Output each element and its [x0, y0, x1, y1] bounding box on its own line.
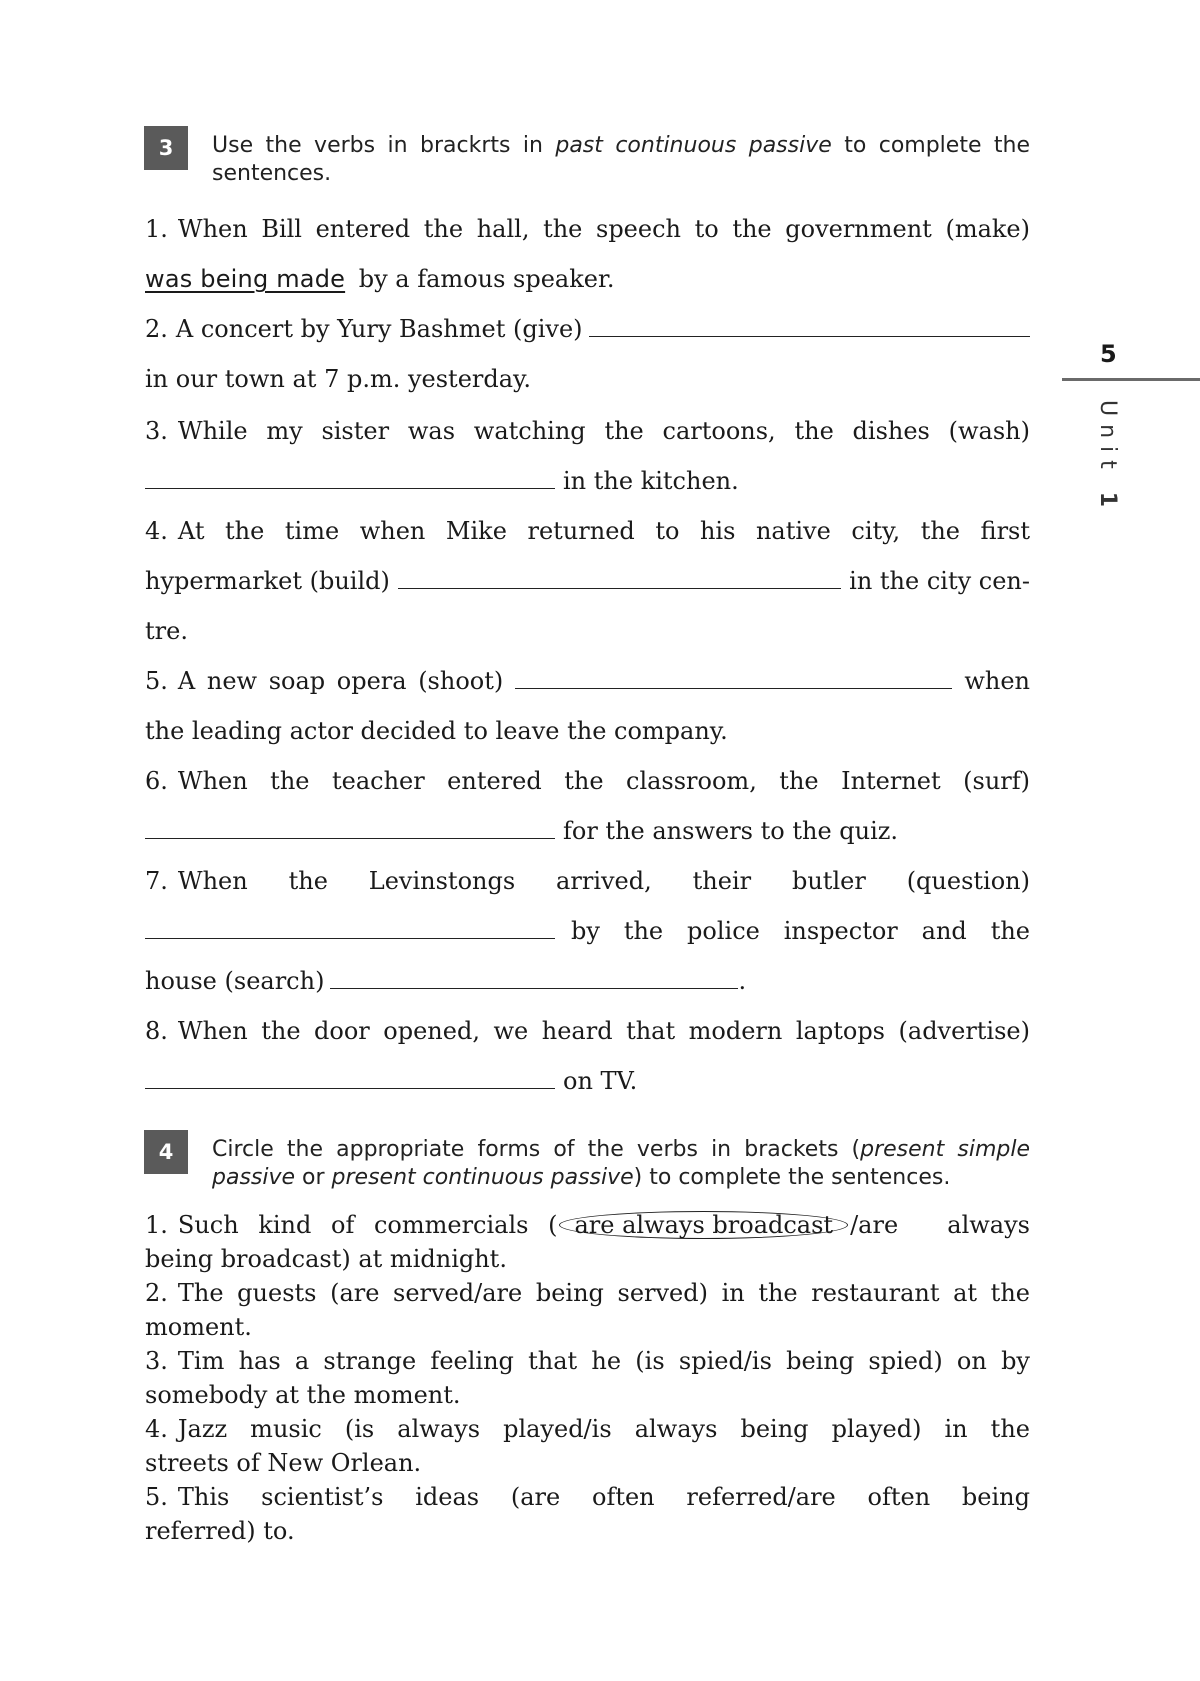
- ex4-item-4-line-1: [145, 1414, 1030, 1444]
- ex4-item-5-line-2: [145, 1516, 1030, 1546]
- instruction-text: to complete the sentences.: [212, 133, 1031, 186]
- instruction-text: or: [295, 1165, 332, 1190]
- ex3-item-6-line-2: [145, 816, 1030, 846]
- ex4-item-1-line-1: [145, 1210, 1030, 1240]
- ex4-item-3-line-1: [145, 1346, 1030, 1376]
- ex3-item-4-line-2: [145, 566, 1030, 596]
- answer-blank[interactable]: [145, 916, 555, 939]
- ex3-item-4-line-3: [145, 616, 1030, 646]
- item-text: moment.: [145, 1313, 252, 1341]
- item-number: 5.: [145, 1483, 168, 1511]
- item-text: in our town at 7 p.m. yesterday.: [145, 365, 532, 393]
- item-number: 7.: [145, 867, 168, 895]
- ex3-item-7-line-3: [145, 966, 1030, 996]
- item-text: Such kind of commercials (: [177, 1211, 558, 1239]
- unit-label: [1095, 400, 1120, 515]
- ex3-item-2-line-2: [145, 364, 1030, 394]
- item-text: in the city cen-: [849, 567, 1030, 595]
- item-text: A concert by Yury Bashmet (give): [175, 315, 583, 343]
- ex4-item-3-line-2: [145, 1380, 1030, 1410]
- item-text: somebody at the moment.: [145, 1381, 461, 1409]
- item-text: This scientist’s ideas (are often referred/are often being: [177, 1483, 1030, 1511]
- item-text: for the answers to the quiz.: [563, 817, 899, 845]
- answer-handwritten: was being made: [145, 265, 346, 293]
- ex3-item-2-line-1: [145, 314, 1030, 344]
- item-text: when: [964, 667, 1030, 695]
- unit-word: Unit: [1095, 400, 1120, 477]
- answer-blank[interactable]: [398, 566, 841, 589]
- item-number: 3.: [145, 1347, 168, 1375]
- side-divider: [1062, 378, 1200, 381]
- instruction-text: Use the verbs in brackrts in: [212, 133, 556, 158]
- exercise-4-instruction: [212, 1136, 1030, 1192]
- item-text: When the Levinstongs arrived, their butler (question): [177, 867, 1030, 895]
- item-number: 2.: [145, 1279, 168, 1307]
- item-text: on TV.: [563, 1067, 638, 1095]
- item-text: tre.: [145, 617, 188, 645]
- item-text: When the teacher entered the classroom, the Internet (surf): [177, 767, 1030, 795]
- answer-blank[interactable]: [330, 966, 738, 989]
- item-text: The guests (are served/are being served) in the restaurant at the: [177, 1279, 1030, 1307]
- item-text: While my sister was watching the cartoons, the dishes (wash): [177, 417, 1030, 445]
- item-text: .: [738, 967, 747, 995]
- unit-number: 1: [1095, 491, 1120, 516]
- ex4-item-2-line-1: [145, 1278, 1030, 1308]
- item-number: 1.: [145, 215, 168, 243]
- answer-blank[interactable]: [145, 1066, 555, 1089]
- item-text: hypermarket (build): [145, 567, 390, 595]
- answer-blank[interactable]: [145, 816, 555, 839]
- instruction-italic: present simple passive: [212, 1137, 1030, 1190]
- item-number: 6.: [145, 767, 168, 795]
- item-text: in the kitchen.: [563, 467, 739, 495]
- ex3-item-3-line-1: [145, 416, 1030, 446]
- ex3-item-6-line-1: [145, 766, 1030, 796]
- item-text: Jazz music (is always played/is always being played) in the: [177, 1415, 1030, 1443]
- item-text: referred) to.: [145, 1517, 295, 1545]
- item-number: 5.: [145, 667, 168, 695]
- exercise-4-number: 4: [144, 1130, 188, 1174]
- ex4-item-1-line-2: [145, 1244, 1030, 1274]
- instruction-italic: present continuous passive: [331, 1165, 634, 1190]
- item-number: 8.: [145, 1017, 168, 1045]
- item-text: the leading actor decided to leave the company.: [145, 717, 728, 745]
- exercise-3-number: 3: [144, 126, 188, 170]
- instruction-italic: past continuous passive: [555, 133, 832, 158]
- item-text: streets of New Orlean.: [145, 1449, 422, 1477]
- item-text: by the police inspector and the: [571, 917, 1030, 945]
- page-number: 5: [1100, 340, 1117, 368]
- ex3-item-5-line-2: [145, 716, 1030, 746]
- item-text: being broadcast) at midnight.: [145, 1245, 507, 1273]
- circled-answer[interactable]: are always broadcast: [559, 1211, 848, 1239]
- item-text: When Bill entered the hall, the speech to the government (make): [177, 215, 1030, 243]
- ex3-item-1-line-2: [145, 264, 1030, 294]
- ex3-item-7-line-1: [145, 866, 1030, 896]
- instruction-text: ) to complete the sentences.: [633, 1165, 951, 1190]
- instruction-text: Circle the appropriate forms of the verbs in brackets (: [212, 1137, 861, 1162]
- item-text: A new soap opera (shoot): [177, 667, 504, 695]
- item-text: /are always: [850, 1211, 1030, 1239]
- ex3-item-8-line-2: [145, 1066, 1030, 1096]
- ex3-item-4-line-1: [145, 516, 1030, 546]
- item-text: by a famous speaker.: [358, 265, 615, 293]
- item-text: house (search): [145, 967, 325, 995]
- item-text: At the time when Mike returned to his native city, the first: [177, 517, 1030, 545]
- answer-blank[interactable]: [515, 666, 952, 689]
- item-text: Tim has a strange feeling that he (is spied/is being spied) on by: [177, 1347, 1030, 1375]
- item-number: 2.: [145, 315, 168, 343]
- item-number: 3.: [145, 417, 168, 445]
- ex4-item-5-line-1: [145, 1482, 1030, 1512]
- item-number: 4.: [145, 517, 168, 545]
- ex3-item-1-line-1: [145, 214, 1030, 244]
- item-number: 4.: [145, 1415, 168, 1443]
- ex3-item-3-line-2: [145, 466, 1030, 496]
- ex3-item-8-line-1: [145, 1016, 1030, 1046]
- item-text: When the door opened, we heard that modern laptops (advertise): [177, 1017, 1030, 1045]
- ex4-item-4-line-2: [145, 1448, 1030, 1478]
- answer-blank[interactable]: [145, 466, 555, 489]
- item-number: 1.: [145, 1211, 168, 1239]
- ex4-item-2-line-2: [145, 1312, 1030, 1342]
- ex3-item-5-line-1: [145, 666, 1030, 696]
- exercise-3-instruction: [212, 132, 1030, 188]
- answer-blank[interactable]: [589, 314, 1030, 337]
- ex3-item-7-line-2: [145, 916, 1030, 946]
